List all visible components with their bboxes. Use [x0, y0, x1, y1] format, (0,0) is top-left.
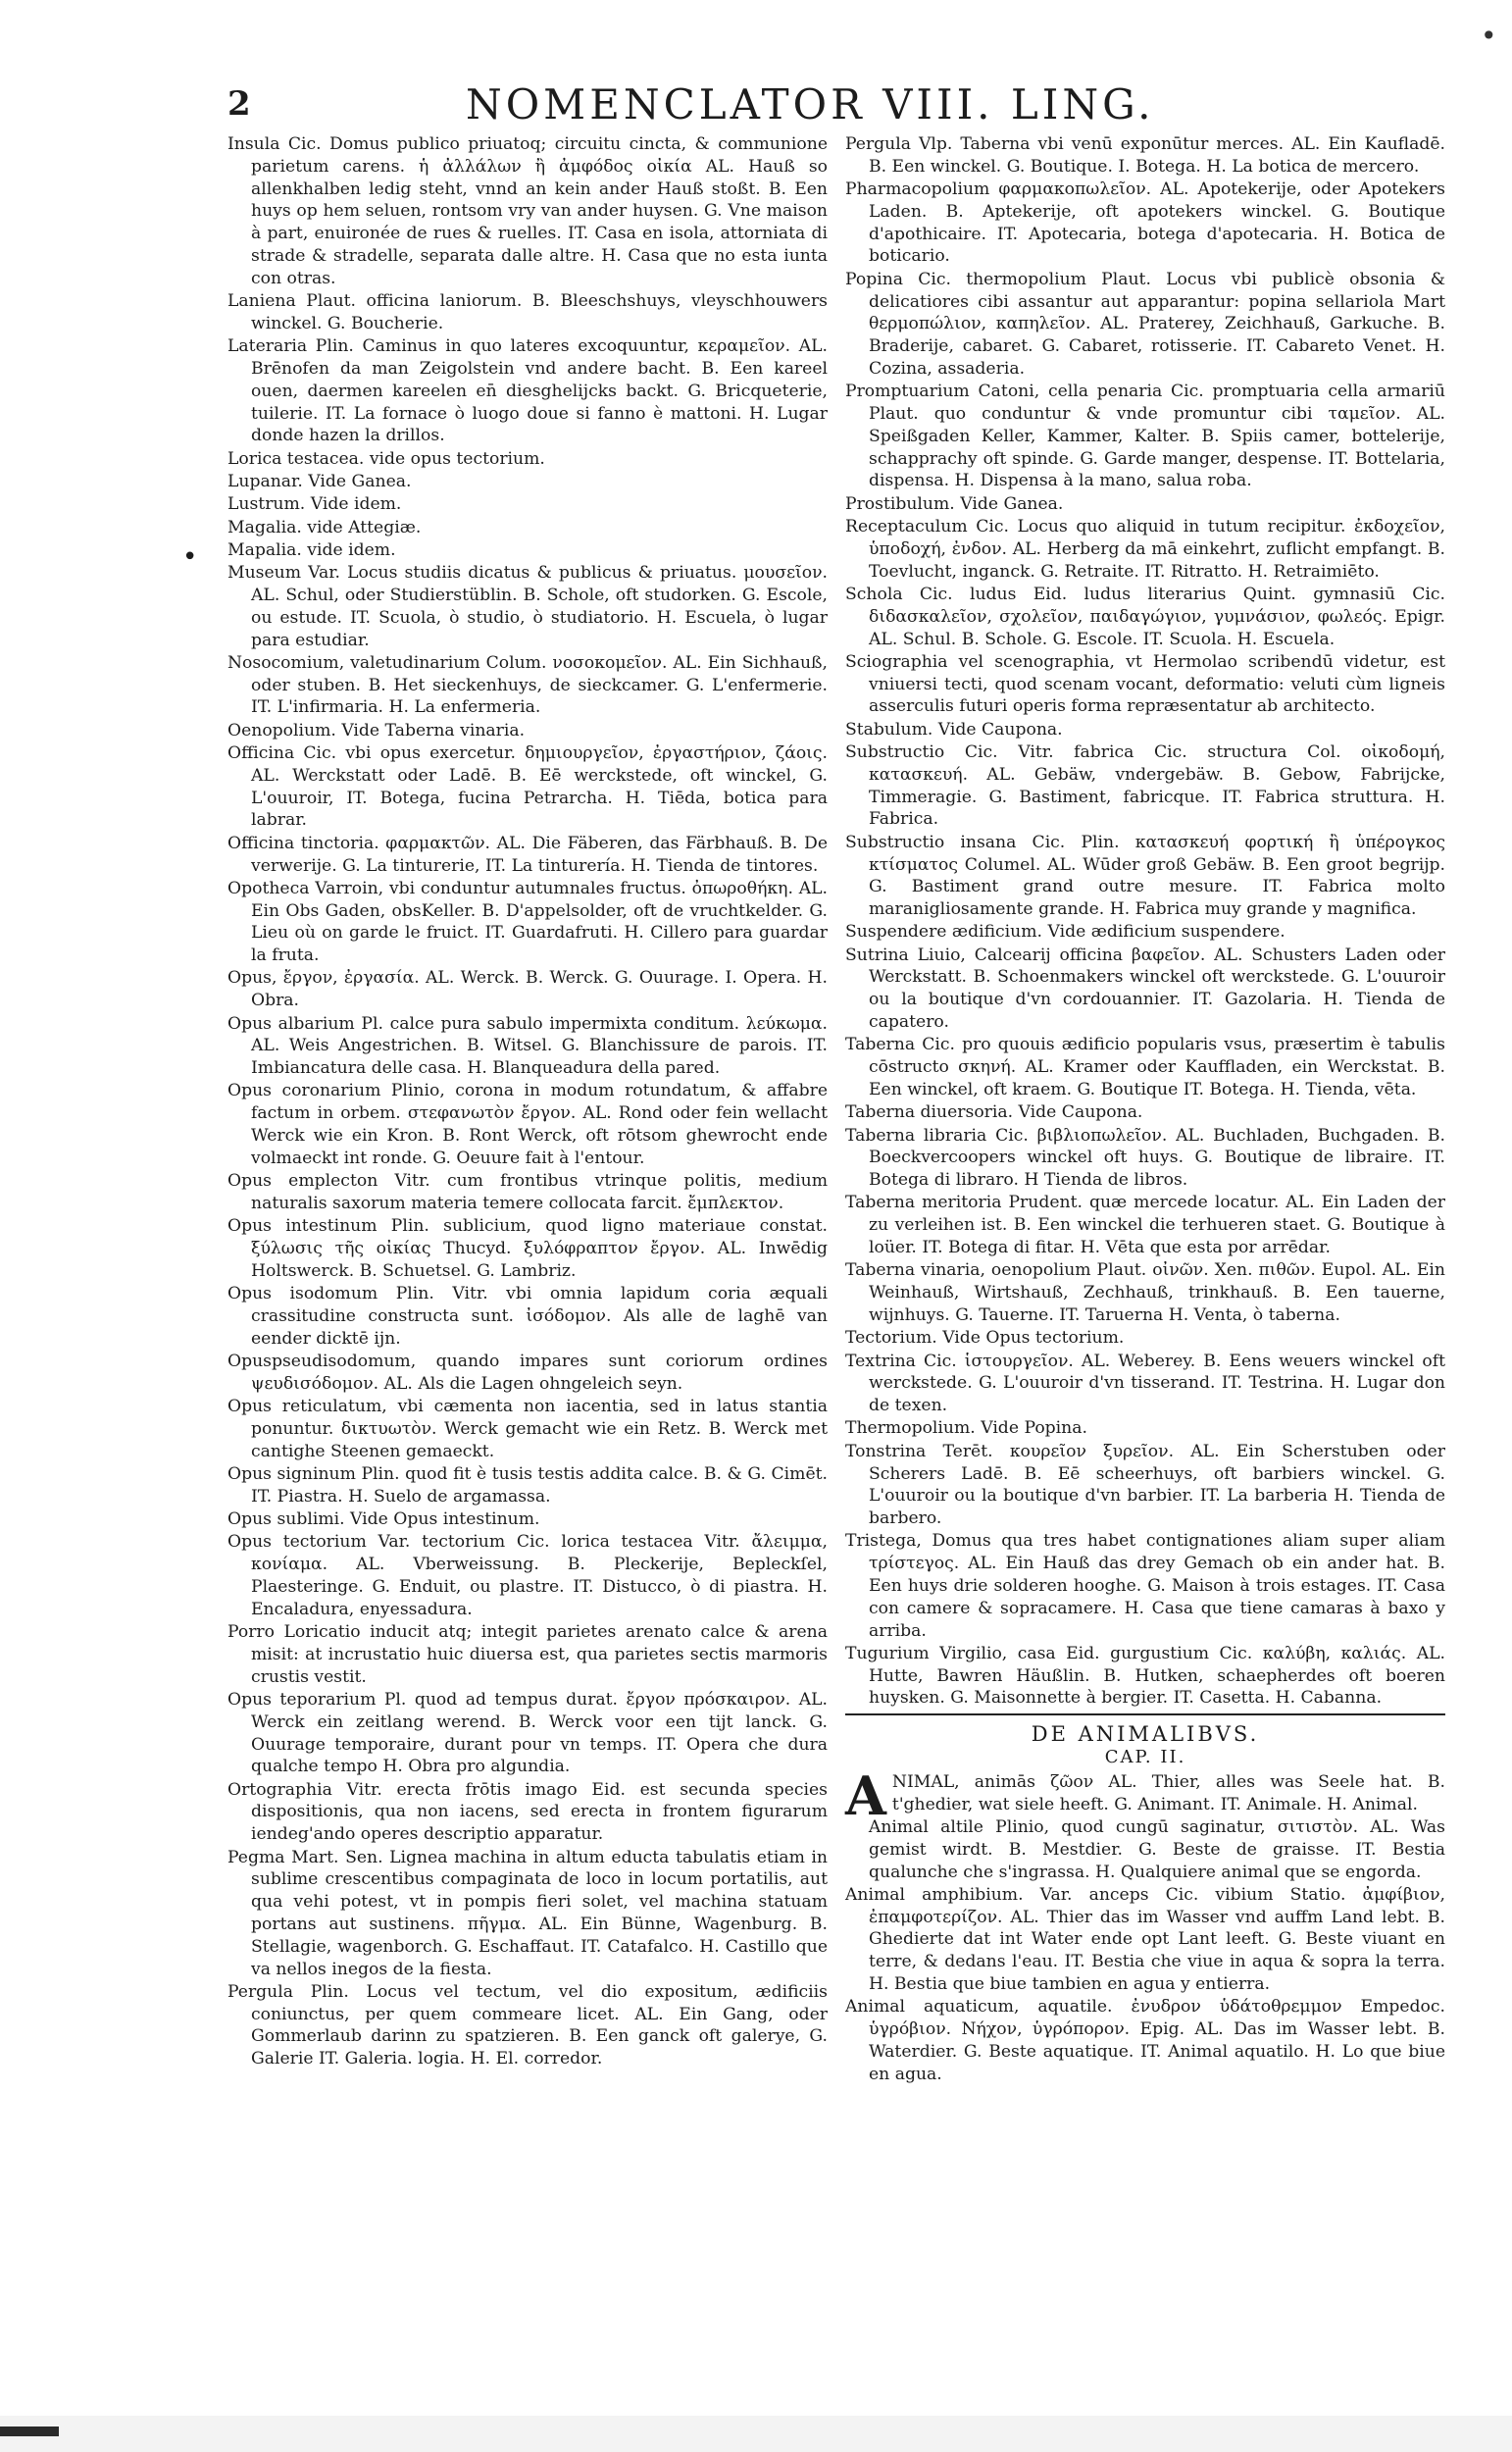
entry-tectorium: Tectorium. Vide Opus tectorium.: [845, 1328, 1125, 1349]
entry-oenopolium: Oenopolium. Vide Taberna vinaria.: [227, 720, 526, 741]
entry-opus-emplecton: Opus emplecton Vitr. cum frontibus vtrinque politis, medium naturalis saxorum materia temere collocata farcit. ἔμπλεκτον.: [227, 1171, 828, 1213]
entry-taberna-libraria: Taberna libraria Cic. βιβλιοπωλεῖον. AL. Buchladen, Buchgaden. B. Boeckvercoopers winckel oft huys. G. Boutique de libraire. IT. Botega di libraro. H Tienda de libros.: [845, 1125, 1445, 1191]
entry-opus-albarium: Opus albarium Pl. calce pura sabulo impermixta conditum. λεύκωμα. AL. Weis Angestrichen. B. Witsel. G. Blanchissure de parois. IT. Imbiancatura delle casa. H. Blanqueadura della pared.: [227, 1013, 828, 1079]
entry-porro-loricatio: Porro Loricatio inducit atq; integit parietes arenato calce & arena misit: at incrustatio huic diuersa est, qua parietes sectis marmoris crustis vestit.: [227, 1622, 828, 1687]
section-rule: [845, 1713, 1445, 1715]
entry-substructio: Substructio Cic. Vitr. fabrica Cic. structura Col. οἰκοδομή, κατασκευή. AL. Gebäw, vndergebäw. B. Gebow, Fabrijcke, Timmeragie. G. Bastiment, fabricque. IT. Fabrica struttura. H. Fabrica.: [845, 742, 1445, 830]
chapter-heading: CAP. II.: [1104, 1747, 1186, 1768]
entry-insula: Insula Cic. Domus publico priuatoq; circuitu cincta, & communione parietum carens. ἡ ἀλλάλων ἢ ἀμφόδος οἰκία AL. Hauß so allenkhalben ledig steht, vnnd an kein ander Hauß stoßt. B. Een huys op hem seluen, rontsom vry van ander huysen. G. Vne maison à part, enuironée de rues & ruelles. IT. Casa en isola, attorniata di strade & stradelle, separata dalle altre. H. Casa que no esta iunta con otras.: [227, 134, 828, 288]
entry-taberna-vinaria: Taberna vinaria, oenopolium Plaut. οἰνῶν. Xen. πιθῶν. Eupol. AL. Ein Weinhauß, Wirtshauß, Zechhauß, trinkhauß. B. Een tauerne, wijnhuys. G. Tauerne. IT. Taruerna H. Venta, ò taberna.: [845, 1260, 1445, 1325]
entry-lateraria: Lateraria Plin. Caminus in quo lateres excoquuntur, κεραμεῖον. AL. Brēnofen da man Zeigolstein vnd andere bacht. B. Een kareel ouen, daermen kareelen en̄ diesghelijcks backt. G. Bricqueterie, tuilerie. IT. La fornace ò luogo doue si fanno è mattoni. H. Lugar donde hazen la drillos.: [227, 336, 828, 446]
entry-promptuarium: Promptuarium Catoni, cella penaria Cic. promptuaria cella armariū Plaut. quo conduntur & vnde promuntur cibi ταμεῖον. AL. Speißgaden Keller, Kammer, Kalter. B. Spiis camer, bottelerije, schapprachy oft spinde. G. Garde manger, despense. IT. Bottelaria, dispensa. H. Dispensa à la mano, salua roba.: [845, 382, 1445, 491]
running-title: NOMENCLATOR VIII. LING.: [466, 80, 1155, 128]
entry-taberna-diuersoria: Taberna diuersoria. Vide Caupona.: [845, 1102, 1143, 1123]
entry-magalia: Magalia. vide Attegiæ.: [227, 517, 422, 537]
entry-sutrina: Sutrina Liuio, Calcearij officina βαφεῖον. AL. Schusters Laden oder Werckstatt. B. Schoenmakers winckel oft werckstede. G. L'ouuroir ou la boutique d'vn cordouannier. IT. Gazolaria. H. Tienda de capatero.: [845, 945, 1445, 1033]
margin-bullet-mark: •: [182, 542, 198, 572]
drop-cap: A: [845, 1763, 886, 1827]
left-column: [227, 133, 828, 2071]
entry-prostibulum: Prostibulum. Vide Ganea.: [845, 493, 1064, 514]
entry-opus-sublimi: Opus sublimi. Vide Opus intestinum.: [227, 1509, 540, 1530]
entry-opus-teporarium: Opus teporarium Pl. quod ad tempus durat. ἔργον πρόσκαιρον. AL. Werck ein zeitlang werend. B. Werck voor een tijt lanck. G. Ouurage temporaire, durant pour vn temps. IT. Opera che dura qualche tempo H. Obra pro algundia.: [227, 1689, 828, 1777]
entry-opus-intestinum: Opus intestinum Plin. sublicium, quod ligno materiaue constat. ξύλωσις τῆς οἰκίας Thucyd. ξυλόφραπτον ἔργον. AL. Inwēdig Holtswerck. B. Schuetsel. G. Lambriz.: [227, 1216, 828, 1281]
entry-stabulum: Stabulum. Vide Caupona.: [845, 719, 1063, 740]
entry-lustrum: Lustrum. Vide idem.: [227, 494, 402, 515]
page-header: [216, 80, 1471, 131]
entry-sciographia: Sciographia vel scenographia, vt Hermolao scribendū videtur, est vniuersi tecti, quod scenam vocant, deformatio: veluti cùm ligneis asserculis futuri operis forma repræsentatur ab architecto.: [845, 651, 1445, 717]
entry-animal-text: NIMAL, animās ζῶον AL. Thier, alles was Seele hat. B. t'ghedier, wat siele heeft. G. Animant. IT. Animale. H. Animal.: [891, 1771, 1445, 1814]
entry-opus-reticulatum: Opus reticulatum, vbi cæmenta non iacentia, sed in latus stantia ponuntur. δικτυωτὸν. Werck gemacht wie ein Retz. B. Werck met cantighe Steenen gemaeckt.: [227, 1397, 828, 1461]
entry-textrina: Textrina Cic. ἱστουργεῖον. AL. Weberey. B. Eens weuers winckel oft werckstede. G. L'ouuroir d'vn tisserand. IT. Testrina. H. Lugar don de texen.: [845, 1351, 1445, 1416]
entry-opus-tectorium: Opus tectorium Var. tectorium Cic. lorica testacea Vitr. ἄλειμμα, κονίαμα. AL. Vberweissung. B. Pleckerije, Bepleckſel, Plaesteringe. G. Enduit, ou plastre. IT. Distucco, ò di piastra. H. Encaladura, enyessadura.: [227, 1532, 828, 1619]
entry-receptaculum: Receptaculum Cic. Locus quo aliquid in tutum recipitur. ἐκδοχεῖον, ὑποδοχή, ἐνδον. AL. Herberg da mā einkehrt, zuflicht empfangt. B. Toevlucht, inganck. G. Retraite. IT. Ritratto. H. Retraimiēto.: [845, 517, 1445, 582]
entry-popina: Popina Cic. thermopolium Plaut. Locus vbi publicè obsonia & delicatiores cibi assantur aut apparantur: popina sellariola Mart θερμοπώλιον, καπηλεῖον. AL. Praterey, Zeichhauß, Garkuche. B. Braderije, cabaret. G. Cabaret, rotisserie. IT. Cabareto Venet. H. Cozina, assaderia.: [845, 269, 1445, 379]
scan-bottom-band: [0, 2416, 1512, 2452]
entry-animal-aquaticum: Animal aquaticum, aquatile. ἐνυδρον ὑδάτοθρεμμον Empedoc. ὑγρόβιον. Νήχον, ὑγρόπορον. Epig. AL. Das im Wasser lebt. B. Waterdier. G. Beste aquatique. IT. Animal aquatilo. H. Lo que biue en agua.: [845, 1997, 1445, 2084]
entry-opus: Opus, ἔργον, ἐργασία. AL. Werck. B. Werck. G. Ouurage. I. Opera. H. Obra.: [227, 968, 828, 1011]
entry-pergula-plin: Pergula Plin. Locus vel tectum, vel dio expositum, ædificiis coniunctus, per quem commeare licet. AL. Ein Gang, oder Gommerlaub darinn zu spatzieren. B. Een ganck oft galerye, G. Galerie IT. Galeria. logia. H. El. corredor.: [227, 1981, 828, 2069]
entry-opus-pseudisodomum: Opuspseudisodomum, quando impares sunt coriorum ordines ψευδισόδομον. AL. Als die Lagen ohngeleich seyn.: [227, 1352, 828, 1394]
entry-ortographia: Ortographia Vitr. erecta frōtis imago Eid. est secunda species dispositionis, qua non iacens, sed erecta in frontem figurarum iendeg'ando operes descriptio apparatur.: [227, 1779, 828, 1845]
entry-pegma: Pegma Mart. Sen. Lignea machina in altum educta tabulatis etiam in sublime crescentibus compaginata de loco in locum portatilis, aut qua vehi potest, vt in pompis fieri solet, vel machina statuam portans aut sustinens. πῆγμα. AL. Ein Bünne, Wagenburg. B. Stellagie, wagenborch. G. Eschaffaut. IT. Catafalco. H. Castillo que va nellos inegos de la fiesta.: [227, 1847, 828, 1979]
entry-laniena: Laniena Plaut. officina laniorum. B. Bleeschshuys, vleyschhouwers winckel. G. Boucherie.: [227, 291, 828, 333]
entry-animal-altile: Animal altile Plinio, quod cungū saginatur, σιτιστὸν. AL. Was gemist wirdt. B. Mestdier. G. Beste de graisse. IT. Bestia qualunche che s'ingrassa. H. Qualquiere animal que se engorda.: [868, 1816, 1445, 1882]
entry-officina-tinctoria: Officina tinctoria. φαρμακτῶν. AL. Die Fäberen, das Färbhauß. B. De verwerije. G. La tinturerie, IT. La tinturería. H. Tienda de tintores.: [227, 833, 828, 876]
entry-pergula-vlp: Pergula Vlp. Taberna vbi venū exponūtur merces. AL. Ein Kaufladē. B. Een winckel. G. Boutique. I. Botega. H. La botica de mercero.: [845, 134, 1445, 177]
entry-suspendere: Suspendere ædificium. Vide ædificium suspendere.: [845, 922, 1285, 943]
right-column: [845, 133, 1445, 2086]
entry-lorica: Lorica testacea. vide opus tectorium.: [227, 448, 545, 469]
entry-substructio-insana: Substructio insana Cic. Plin. κατασκευή φορτική ἢ ὑπέρογκος κτίσματος Columel. AL. Wūder groß Gebäw. B. Een groot begrijp. G. Bastiment grand outre mesure. IT. Fabrica molto maranigliosamente grande. H. Fabrica muy grande y magnifica.: [845, 832, 1445, 920]
entry-animal: [845, 1763, 1445, 1827]
entry-animal-amphibium: Animal amphibium. Var. anceps Cic. vibium Statio. ἀμφίβιον, ἐπαμφοτερίζον. AL. Thier das im Wasser vnd auffm Land lebt. B. Ghedierte dat int Water ende opt Lant leeft. G. Beste viuant en terre, & dedans l'eau. IT. Bestia che viue in aqua & sopra la terra. H. Bestia que biue tambien en agua y entierra.: [845, 1884, 1445, 1995]
entry-mapalia: Mapalia. vide idem.: [227, 539, 396, 560]
entry-opus-isodomum: Opus isodomum Plin. Vitr. vbi omnia lapidum coria æquali crassitudine constructa sunt. ἰσόδομον. Als alle de laghē van eender dicktē ijn.: [227, 1284, 828, 1349]
entry-tristega: Tristega, Domus qua tres habet contignationes aliam super aliam τρίστεγος. AL. Ein Hauß das drey Gemach ob ein ander hat. B. Een huys drie solderen hooghe. G. Maison à trois estages. IT. Casa con camere & sopracamere. H. Casa que tiene camaras à baxo y arriba.: [845, 1531, 1445, 1641]
entry-tonstrina: Tonstrina Terēt. κουρεῖον ξυρεῖον. AL. Ein Scherstuben oder Scherers Ladē. B. Eē scheerhuys, oft barbiers winckel. G. L'ouuroir ou la boutique d'vn barbier. IT. La barberia H. Tienda de barbero.: [845, 1441, 1445, 1529]
entry-opotheca: Opotheca Varroin, vbi conduntur autumnales fructus. ὀπωροθήκη. AL. Ein Obs Gaden, obsKeller. B. D'appelsolder, oft de vruchtkelder. G. Lieu où on garde le fruict. IT. Guardafruti. H. Cillero para guardar la fruta.: [227, 878, 828, 966]
entry-officina: Officina Cic. vbi opus exercetur. δημιουργεῖον, ἐργαστήριον, ζάοις. AL. Werckstatt oder Ladē. B. Eē werckstede, oft winckel, G. L'ouuroir, IT. Botega, fucina Petrarcha. H. Tiēda, botica para labrar.: [227, 743, 828, 831]
entry-tugurium: Tugurium Virgilio, casa Eid. gurgustium Cic. καλύβη, καλιάς. AL. Hutte, Bawren Häußlin. B. Hutken, schaepherdes oft boeren huysken. G. Maisonnette à bergier. IT. Casetta. H. Cabanna.: [845, 1643, 1445, 1709]
entry-pharmacopolium: Pharmacopolium φαρμακοπωλεῖον. AL. Apotekerije, oder Apotekers Laden. B. Aptekerije, oft apotekers winckel. G. Boutique d'apothicaire. IT. Apotecaria, botega d'apotecaria. H. Botica de boticario.: [845, 179, 1445, 267]
entry-thermopolium: Thermopolium. Vide Popina.: [845, 1418, 1087, 1439]
entry-opus-coronarium: Opus coronarium Plinio, corona in modum rotundatum, & affabre factum in orbem. στεφανωτὸν ἔργον. AL. Rond oder fein wellacht Werck wie ein Kron. B. Ront Werck, oft rōtsom ghewrocht ende volmaeckt int ronde. G. Oeuure fait à l'entour.: [227, 1081, 828, 1168]
entry-museum: Museum Var. Locus studiis dicatus & publicus & priuatus. μουσεῖον. AL. Schul, oder Studierstüblin. B. Schole, oft studorken. G. Escole, ou estude. IT. Scuola, ò studio, ò studiatorio. H. Escuela, ò lugar para estudiar.: [227, 563, 828, 650]
entry-nosocomium: Nosocomium, valetudinarium Colum. νοσοκομεῖον. AL. Ein Sichhauß, oder stuben. B. Het sieckenhuys, de sieckcamer. G. L'enfermerie. IT. L'infirmaria. H. La enfermeria.: [227, 652, 828, 718]
page-number: 2: [227, 84, 251, 124]
entry-schola: Schola Cic. ludus Eid. ludus literarius Quint. gymnasiū Cic. διδασκαλεῖον, σχολεῖον, παιδαγώγιον, γυμνάσιον, φωλεός. Epigr. AL. Schul. B. Schole. G. Escole. IT. Scuola. H. Escuela.: [845, 584, 1445, 649]
entry-lupanar: Lupanar. Vide Ganea.: [227, 471, 412, 491]
section-title: DE ANIMALIBVS.: [1031, 1722, 1260, 1747]
entry-opus-signinum: Opus signinum Plin. quod fit è tusis testis addita calce. B. & G. Cimēt. IT. Piastra. H. Suelo de argamassa.: [227, 1464, 828, 1507]
entry-taberna: Taberna Cic. pro quouis ædificio popularis vsus, præsertim è tabulis cōstructo σκηνή. AL. Kramer oder Kauffladen, ein Werckstat. B. Een winckel, oft kraem. G. Boutique IT. Botega. H. Tienda, vēta.: [845, 1035, 1445, 1099]
entry-taberna-meritoria: Taberna meritoria Prudent. quæ mercede locatur. AL. Ein Laden der zu verleihen ist. B. Een winckel die terhueren staet. G. Boutique à loüer. IT. Botega di fitar. H. Vēta que esta por arrēdar.: [845, 1193, 1445, 1258]
ink-dot-mark: •: [1481, 20, 1497, 52]
scan-edge-shadow: [0, 2426, 59, 2436]
